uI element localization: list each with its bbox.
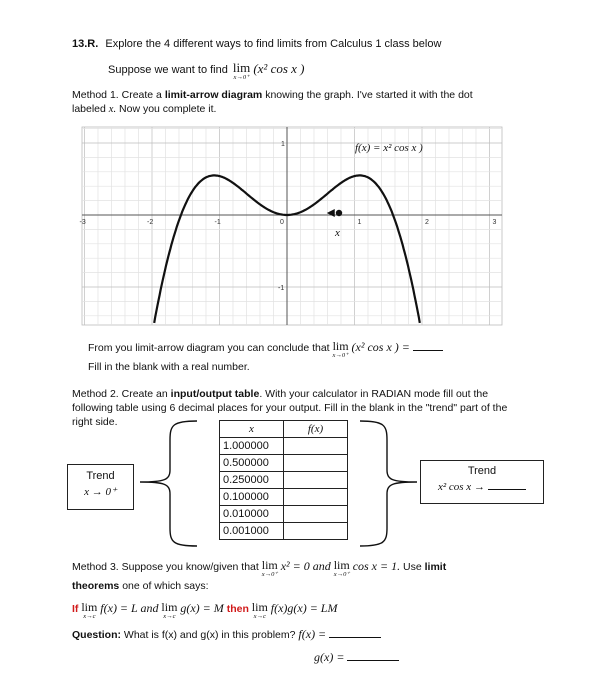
right-trend-expr: x² cos x → (437, 481, 485, 493)
fill-note: Fill in the blank with a real number. (88, 361, 250, 373)
method3-expr1: x² = 0 and (280, 559, 331, 573)
theorem-part1: f(x) = L and (100, 601, 159, 615)
method3-lim1-sub: x→0⁺ (261, 571, 278, 578)
theorem-part3: f(x)g(x) = LM (270, 601, 338, 615)
method3-line1 (72, 559, 446, 579)
method3-use: Use (403, 561, 422, 573)
table-cell-x: 0.010000 (220, 506, 284, 523)
method1-line2-var: x. (108, 104, 117, 115)
question-text: What is f(x) and g(x) in this problem? (123, 629, 296, 641)
fx-label: f(x) = (298, 627, 327, 641)
table-header-x: x (220, 421, 284, 438)
left-trend-expr: x → 0⁺ (84, 486, 117, 498)
y-tick-label: -1 (278, 285, 285, 292)
method1-label: Method 1. (72, 89, 119, 101)
right-trend-box (420, 460, 544, 504)
theorem-then: then (226, 603, 249, 615)
method3-limit1 (262, 559, 278, 579)
x-tick-label: 3 (492, 219, 497, 226)
x-tick-label: -3 (79, 219, 86, 226)
method1-text-after: knowing the graph. I've started it with the dot (265, 89, 473, 101)
theorem-if: If (72, 603, 79, 615)
left-brace (140, 421, 197, 546)
method2-text-after: . With your calculator in RADIAN mode fill out the (259, 388, 489, 400)
left-trend-box (67, 464, 134, 510)
limit-theorem (72, 601, 337, 621)
theorem-lim1-sub: x→c (83, 613, 96, 620)
right-trend-label: Trend (467, 465, 497, 477)
method3-expr2: cos x = 1. (352, 559, 401, 573)
marked-point-label: x (335, 227, 340, 239)
method3-theorems: theorems (72, 580, 120, 592)
suppose-text: Suppose we want to find (108, 64, 228, 76)
problem-number: 13.R. (72, 38, 99, 50)
x-tick-label: 1 (357, 219, 362, 226)
question-line (72, 627, 381, 642)
table-cell-x: 0.250000 (220, 472, 284, 489)
method3-line2 (72, 580, 209, 592)
method3-lim1-op: lim (261, 558, 278, 572)
table-cell-x: 0.001000 (220, 523, 284, 540)
conclusion-text: From you limit-arrow diagram you can conclude that (88, 342, 330, 354)
gx-blank[interactable] (347, 650, 399, 661)
theorem-limit2 (161, 601, 177, 621)
gx-label: g(x) = (314, 650, 345, 664)
conclusion-lim-op: lim (332, 339, 349, 353)
conclusion-lim-sub: x→0⁺ (332, 352, 349, 359)
table-cell-x: 0.100000 (220, 489, 284, 506)
method3-lim2-op: lim (333, 558, 350, 572)
origin-label: 0 (280, 219, 284, 226)
theorem-limit3 (252, 601, 268, 621)
method2-bold: input/output table (170, 388, 260, 400)
conclusion-expr: (x² cos x ) = (351, 340, 410, 354)
x-tick-label: -2 (147, 219, 154, 226)
y-tick-label: 1 (281, 141, 285, 148)
suppose-lim-op: lim (232, 60, 251, 75)
method3-line2-rest: one of which says: (122, 580, 209, 592)
method1-line2-suffix: Now you complete it. (119, 103, 217, 115)
graph-title: f(x) = x² cos x ) (355, 142, 423, 154)
theorem-lim1-op: lim (81, 600, 98, 614)
table-cell-x: 1.000000 (220, 438, 284, 455)
trend-blank[interactable] (488, 479, 526, 490)
theorem-part2: g(x) = M (180, 601, 224, 615)
right-brace (360, 421, 417, 546)
table-cell-x: 0.500000 (220, 455, 284, 472)
method1-line2-prefix: labeled (72, 103, 106, 115)
method2-line2: following table using 6 decimal places for your output. Fill in the blank in the "trend" part of the (72, 402, 508, 414)
right-trend-row (421, 479, 543, 493)
left-trend-label: Trend (86, 470, 115, 482)
method1-bold: limit-arrow diagram (164, 89, 263, 101)
theorem-limit1 (81, 601, 97, 621)
method2-line3: right side. (72, 416, 118, 428)
theorem-lim3-sub: x→c (253, 613, 266, 620)
method3-lim2-sub: x→0⁺ (333, 571, 350, 578)
table-header-fx: f(x) (284, 421, 348, 438)
method3-limit2 (334, 559, 350, 579)
method3-label: Method 3. (72, 561, 119, 573)
gx-line (314, 650, 399, 665)
theorem-lim2-op: lim (161, 600, 178, 614)
fx-blank[interactable] (329, 627, 381, 638)
method3-text1: Suppose you know/given that (121, 561, 259, 573)
method3-bold-end: limit (424, 561, 447, 573)
x-tick-label: 2 (425, 219, 429, 226)
method2-text-before: Create an (121, 388, 168, 400)
x-tick-label: -1 (214, 219, 221, 226)
method2-label: Method 2. (72, 388, 119, 400)
theorem-lim3-op: lim (251, 600, 268, 614)
problem-title: Explore the 4 different ways to find limits from Calculus 1 class below (105, 38, 442, 50)
suppose-lim-sub: x→0⁺ (233, 74, 250, 81)
suppose-limit-expr: (x² cos x ) (253, 61, 305, 76)
method1-text-before: Create a (121, 89, 162, 101)
question-label: Question: (72, 629, 121, 641)
theorem-lim2-sub: x→c (163, 613, 176, 620)
